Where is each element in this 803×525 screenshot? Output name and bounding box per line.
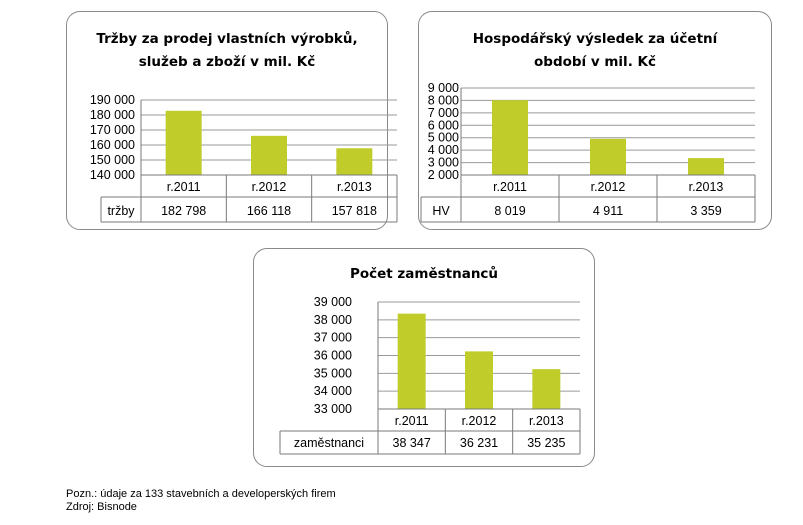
chart-title: Počet zaměstnanců bbox=[349, 266, 499, 282]
category-label: r.2012 bbox=[461, 414, 497, 428]
y-tick-label: 3 000 bbox=[427, 155, 459, 170]
bar bbox=[166, 111, 202, 175]
chart-hv bbox=[419, 12, 771, 229]
chart-title-line1: Hospodářský výsledek za účetní bbox=[472, 31, 718, 47]
data-label: 182 798 bbox=[161, 204, 207, 218]
category-label: r.2012 bbox=[251, 180, 287, 194]
y-tick-label: 4 000 bbox=[427, 143, 459, 158]
category-label: r.2013 bbox=[336, 180, 372, 194]
series-name: zaměstnanci bbox=[293, 436, 365, 450]
chart-panel-zamestnanci bbox=[253, 248, 595, 467]
series-name: HV bbox=[432, 204, 450, 218]
chart-title-line2: služeb a zboží v mil. Kč bbox=[138, 54, 316, 70]
series-name: tržby bbox=[107, 204, 135, 218]
category-label: r.2011 bbox=[166, 180, 201, 194]
chart-panel-hv bbox=[418, 11, 772, 230]
category-label: r.2013 bbox=[528, 414, 564, 428]
y-tick-label: 170 000 bbox=[89, 123, 135, 137]
category-label: r.2013 bbox=[688, 180, 724, 194]
y-tick-label: 5 000 bbox=[427, 130, 459, 145]
bar bbox=[532, 369, 560, 409]
bar bbox=[465, 351, 493, 409]
category-label: r.2012 bbox=[590, 180, 626, 194]
y-tick-label: 33 000 bbox=[313, 402, 352, 416]
bar bbox=[336, 148, 372, 175]
y-tick-label: 7 000 bbox=[427, 105, 459, 120]
bar bbox=[492, 100, 528, 175]
y-tick-label: 35 000 bbox=[313, 366, 352, 381]
bar bbox=[590, 139, 626, 175]
y-tick-label: 36 000 bbox=[313, 348, 352, 363]
data-label: 3 359 bbox=[690, 204, 722, 218]
chart-title-line1: Tržby za prodej vlastních výrobků, bbox=[96, 31, 358, 47]
category-label: r.2011 bbox=[493, 180, 527, 194]
y-tick-label: 2 000 bbox=[427, 168, 459, 182]
chart-zamestnanci bbox=[254, 249, 594, 466]
y-tick-label: 6 000 bbox=[427, 118, 459, 133]
y-tick-label: 140 000 bbox=[89, 168, 135, 182]
data-label: 38 347 bbox=[392, 436, 431, 450]
category-label: r.2011 bbox=[394, 414, 429, 428]
data-label: 36 231 bbox=[459, 436, 499, 450]
data-label: 4 911 bbox=[592, 204, 624, 218]
data-label: 35 235 bbox=[527, 436, 566, 450]
y-tick-label: 8 000 bbox=[427, 93, 459, 108]
data-label: 157 818 bbox=[331, 204, 377, 218]
chart-title-line2: období v mil. Kč bbox=[534, 54, 656, 70]
y-tick-label: 160 000 bbox=[89, 138, 135, 152]
footnote: Pozn.: údaje za 133 stavebních a developerských firem bbox=[66, 488, 336, 500]
chart-panel-trzby bbox=[66, 11, 388, 230]
y-tick-label: 9 000 bbox=[427, 81, 459, 95]
y-tick-label: 37 000 bbox=[313, 330, 352, 345]
y-tick-label: 180 000 bbox=[89, 108, 135, 122]
data-label: 8 019 bbox=[494, 204, 526, 218]
y-tick-label: 150 000 bbox=[89, 153, 135, 167]
y-tick-label: 34 000 bbox=[313, 384, 352, 399]
bar bbox=[688, 158, 724, 175]
source-note: Zdroj: Bisnode bbox=[66, 501, 137, 513]
y-tick-label: 39 000 bbox=[313, 295, 352, 309]
bar bbox=[398, 314, 426, 409]
bar bbox=[251, 136, 287, 175]
y-tick-label: 38 000 bbox=[313, 312, 352, 327]
chart-trzby bbox=[67, 12, 387, 229]
data-label: 166 118 bbox=[246, 204, 292, 218]
y-tick-label: 190 000 bbox=[89, 93, 135, 107]
